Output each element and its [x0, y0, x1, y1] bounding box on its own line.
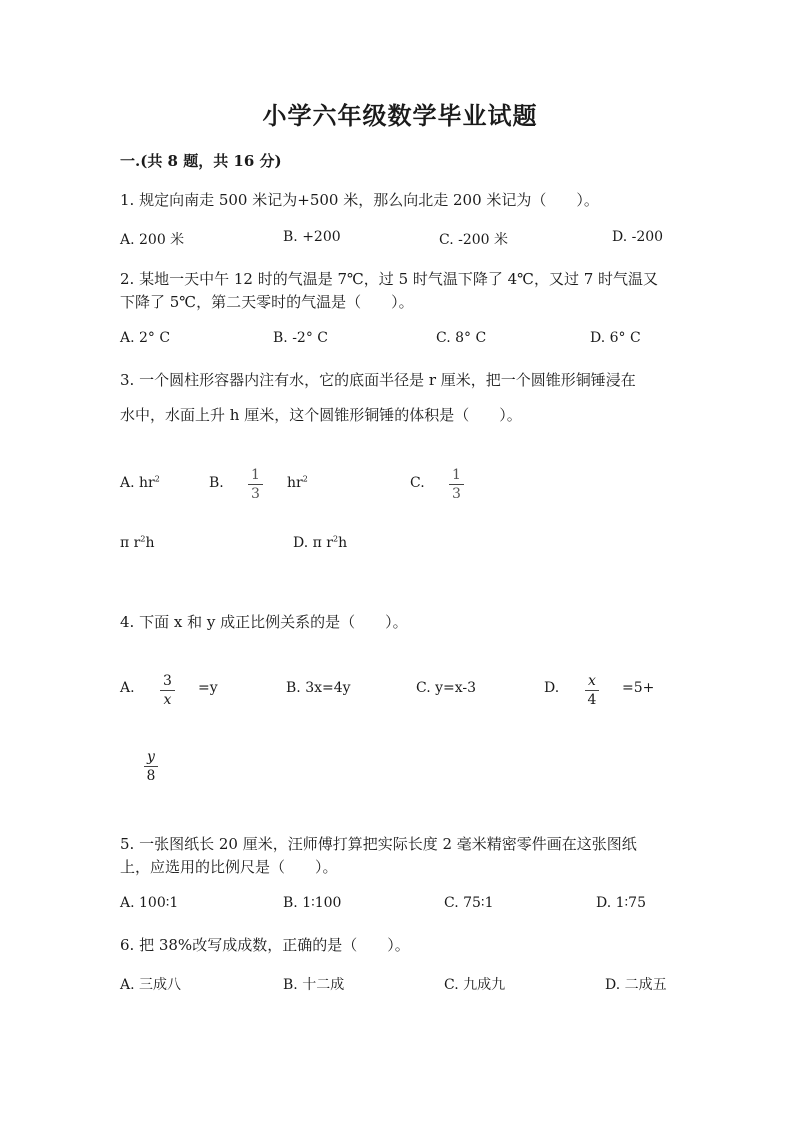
question-6-stem: 6. 把 38%改写成成数，正确的是（ ）。: [120, 936, 410, 954]
section-heading: 一.(共 8 题，共 16 分): [120, 152, 282, 170]
q4-option-d-tail: =5+: [622, 680, 655, 696]
q3-option-c-exponent: 2: [140, 534, 146, 544]
q3-option-c-label: C.: [410, 475, 425, 491]
q3-option-d-text: D. π r: [293, 535, 333, 551]
q4-option-b: B. 3x=4y: [286, 680, 351, 696]
q3-option-a: [120, 475, 160, 491]
q6-option-b: B. 十二成: [283, 977, 345, 993]
question-3-stem-line1: 3. 一个圆柱形容器内注有水，它的底面半径是 r 厘米，把一个圆锥形铜锤浸在: [120, 371, 636, 389]
q4-option-a-tail: =y: [198, 680, 218, 696]
q3-option-c-expr: [120, 535, 154, 551]
question-3-stem-line2: 水中，水面上升 h 厘米，这个圆锥形铜锤的体积是（ ）。: [120, 406, 522, 424]
q2-option-c: C. 8° C: [436, 330, 487, 346]
q4-option-d-label: D.: [544, 680, 560, 696]
q4-option-c: C. y=x-3: [416, 680, 477, 696]
q5-option-c: C. 75∶1: [444, 895, 494, 911]
q3-option-b-text: [287, 475, 308, 491]
fraction-denominator: 3: [452, 486, 461, 502]
q3-option-b-label: B.: [209, 475, 224, 491]
question-2-stem-line2: 下降了 5℃，第二天零时的气温是（ ）。: [120, 293, 414, 311]
q2-option-a: A. 2° C: [120, 330, 171, 346]
question-5-stem-line2: 上，应选用的比例尺是（ ）。: [120, 858, 338, 876]
q3-option-b-fraction: [248, 468, 263, 501]
fraction-denominator: 3: [251, 486, 260, 502]
fraction-numerator: 1: [449, 468, 464, 485]
q6-option-d: D. 二成五: [605, 977, 667, 993]
question-4-stem: 4. 下面 x 和 y 成正比例关系的是（ ）。: [120, 613, 408, 631]
q6-option-a: A. 三成八: [120, 977, 182, 993]
q3-option-b-expr: hr: [287, 475, 303, 491]
q4-option-a-fraction: [160, 674, 175, 707]
q3-option-c-fraction: [449, 468, 464, 501]
q3-option-b-exponent: 2: [302, 474, 308, 484]
q4-option-a-label: A.: [120, 680, 135, 696]
q3-option-c-text2: h: [145, 535, 155, 551]
q1-option-a: A. 200 米: [120, 232, 185, 248]
q2-option-d: D. 6° C: [590, 330, 641, 346]
q6-option-c: C. 九成九: [444, 977, 506, 993]
q3-option-d: [293, 535, 347, 551]
fraction-denominator: 4: [587, 692, 597, 708]
fraction-numerator: x: [585, 674, 599, 691]
q1-option-c: C. -200 米: [439, 232, 509, 248]
q2-option-b: B. -2° C: [273, 330, 328, 346]
fraction-denominator: 8: [146, 768, 156, 784]
q3-option-a-text: A. hr: [120, 475, 155, 491]
q3-option-c-text: π r: [120, 535, 141, 551]
q1-option-b: B. +200: [283, 229, 341, 245]
question-5-stem-line1: 5. 一张图纸长 20 厘米，汪师傅打算把实际长度 2 毫米精密零件画在这张图纸: [120, 835, 637, 853]
q3-option-d-text2: h: [338, 535, 348, 551]
q5-option-d: D. 1∶75: [596, 895, 646, 911]
q1-option-d: D. -200: [612, 229, 664, 245]
q3-option-a-exponent: 2: [154, 474, 160, 484]
fraction-numerator: 1: [248, 468, 263, 485]
q4-option-d-fraction-2: [144, 750, 158, 783]
q3-option-d-exponent: 2: [332, 534, 339, 544]
page-title: 小学六年级数学毕业试题: [262, 101, 538, 130]
q5-option-a: A. 100∶1: [120, 895, 179, 911]
fraction-denominator: x: [163, 692, 172, 708]
question-2-stem-line1: 2. 某地一天中午 12 时的气温是 7℃，过 5 时气温下降了 4℃，又过 7 时气温又: [120, 270, 659, 288]
fraction-numerator: 3: [160, 674, 175, 691]
q4-option-d-fraction: [585, 674, 599, 707]
q5-option-b: B. 1∶100: [283, 895, 342, 911]
fraction-numerator: y: [144, 750, 158, 767]
question-1-stem: 1. 规定向南走 500 米记为+500 米，那么向北走 200 米记为（ ）。: [120, 191, 599, 209]
